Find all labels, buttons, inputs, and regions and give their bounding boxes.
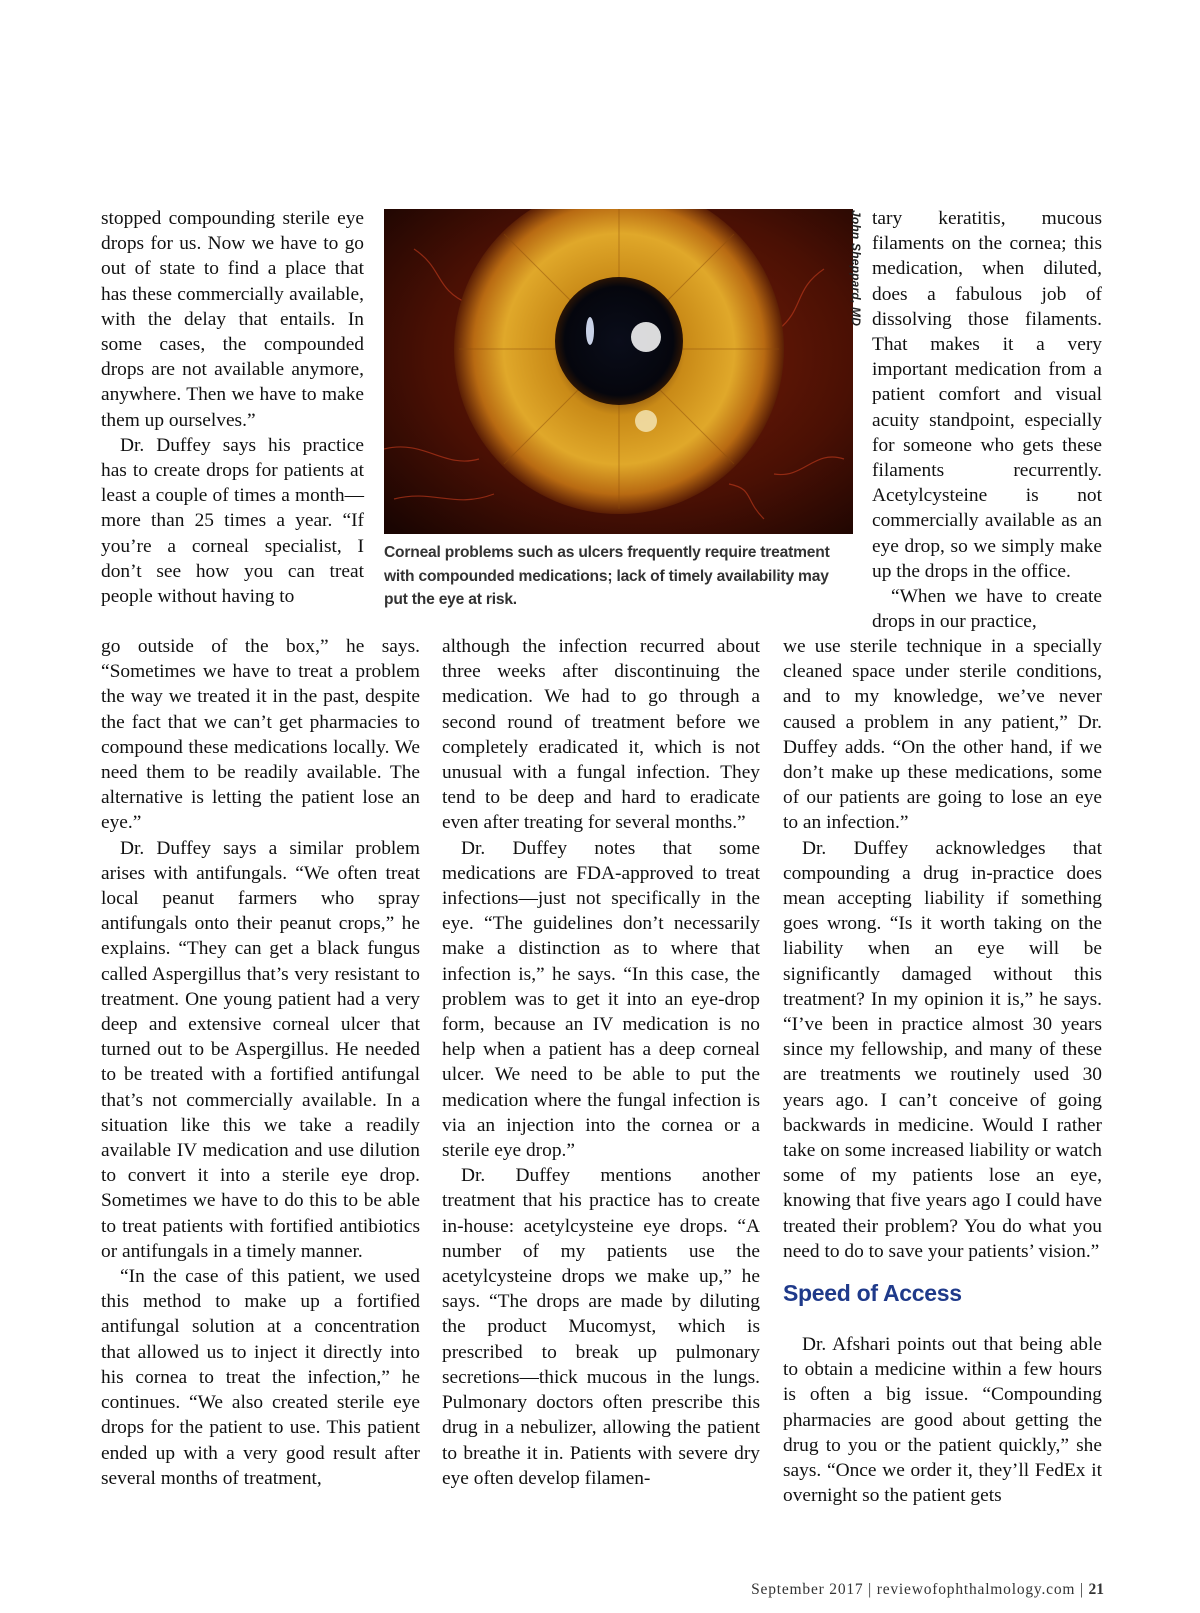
paragraph: Dr. Afshari points out that being able to obtain a medicine within a few hours is often a big issue. “Compounding pharmacies are good about getting the drug to you or the patient quickly,” she says. “Once we order it, they’ll FedEx it overnight so the patient gets: [783, 1334, 1102, 1507]
paragraph: we use sterile technique in a specially cleaned space under sterile conditions, and to my knowledge, we’ve never caused a problem in any patient,” Dr. Duffey adds. “On the other hand, if we don’t make up these medications, some of our patients are going to lose an eye to an infection.”: [783, 636, 1102, 834]
paragraph: go outside of the box,” he says. “Sometimes we have to treat a problem the way we treated it in the past, despite the fact that we can’t get pharmacies to compound these medications locally. We need them to be readily available. The alternative is letting the patient lose an eye.”: [101, 636, 420, 834]
paragraph: “When we have to create drops in our practice,: [872, 586, 1102, 633]
column-1-bottom: [101, 634, 420, 1491]
photo-caption: Corneal problems such as ulcers frequently require treatment with compounded medications; lack of timely availability may put the eye at risk.: [384, 544, 830, 608]
paragraph: Dr. Duffey says a similar problem arises with antifungals. “We often treat local peanut farmers who spray antifungals onto their peanut crops,” he explains. “They can get a black fungus called Aspergillus that’s very resistant to treatment. One young patient had a very deep and extensive corneal ulcer that turned out to be Aspergillus. He needed to be treated with a fortified antifungal that’s not commercially available. In a situation like this we take a readily available IV medication and use dilution to convert it into a sterile eye drop. Sometimes we have to do this to be able to treat patients with fortified antibiotics or antifungals in a timely manner.: [101, 837, 420, 1262]
paragraph: stopped compounding sterile eye drops for us. Now we have to go out of state to find a place that has these commercially available, with the delay that entails. In some cases, the compounded drops are not available anymore, anywhere. Then we have to make them up ourselves.”: [101, 208, 364, 431]
website: reviewofophthalmology.com: [876, 1581, 1076, 1598]
paragraph: although the infection recurred about three weeks after discontinuing the medication. We had to go through a second round of treatment before we completely eradicated it, which is not unusual with a fungal infection. They tend to be deep and hard to eradicate even after treating for several months.”: [442, 636, 760, 834]
paragraph: “In the case of this patient, we used this method to make up a fortified antifungal solution at a concentration that allowed us to inject it directly into his cornea to treat the infection,” he continues. “We also created sterile eye drops for the patient to use. This patient ended up with a very good result after several months of treatment,: [101, 1266, 420, 1489]
column-1-top: [101, 206, 364, 609]
paragraph: Dr. Duffey mentions another treatment that his practice has to create in-house: acetylcysteine eye drops. “A number of my patients use the acetylcysteine drops we make up,” he says. “The drops are made by diluting the product Mucomyst, which is prescribed to break up pulmonary secretions—thick mucous in the lungs. Pulmonary doctors often prescribe this drug in a nebulizer, allowing the patient to breathe it in. Patients with severe dry eye often develop filamen-: [442, 1165, 760, 1489]
paragraph: Dr. Duffey says his practice has to create drops for patients at least a couple of times a month—more than 25 times a year. “If you’re a corneal specialist, I don’t see how you can treat people without having to: [101, 434, 364, 608]
column-2: [442, 634, 760, 1491]
column-3-top: [872, 206, 1102, 634]
column-3-bottom: [783, 634, 1102, 1509]
page-number: 21: [1088, 1581, 1104, 1598]
issue-date: September 2017: [751, 1581, 864, 1598]
photo-credit: John Sheppard, MD: [849, 210, 863, 327]
eye-photo: [384, 209, 853, 534]
page-footer: September 2017 | reviewofophthalmology.com | 21: [751, 1581, 1104, 1598]
section-heading: Speed of Access: [783, 1280, 962, 1307]
paragraph: Dr. Duffey acknowledges that compounding a drug in-practice does mean accepting liability if something goes wrong. “Is it worth taking on the liability when an eye will be significantly damaged without this treatment? In my opinion it is,” he says. “I’ve been in practice almost 30 years since my fellowship, and many of these are treatments we routinely used 30 years ago. I can’t conceive of going backwards in medicine. Would I rather take on some increased liability or watch some of my patients lose an eye, knowing that five years ago I could have treated their problem? You do what you need to do to save your patients’ vision.”: [783, 837, 1102, 1262]
eye-illustration: [384, 209, 853, 534]
paragraph: tary keratitis, mucous filaments on the cornea; this medication, when diluted, does a fabulous job of dissolving those filaments. That makes it a very important medication from a patient comfort and visual acuity standpoint, especially for someone who gets these filaments recurrently. Acetylcysteine is not commercially available as an eye drop, so we simply make up the drops in the office.: [872, 208, 1102, 582]
paragraph: Dr. Duffey notes that some medications are FDA-approved to treat infections—just not specifically in the eye. “The guidelines don’t necessarily make a distinction as to where that infection is,” he says. “In this case, the problem was to get it into an eye-drop form, because an IV medication is no help when a patient has a deep corneal ulcer. We need to be able to put the medication where the fungal infection is via an injection into the cornea or a sterile eye drop.”: [442, 837, 760, 1162]
